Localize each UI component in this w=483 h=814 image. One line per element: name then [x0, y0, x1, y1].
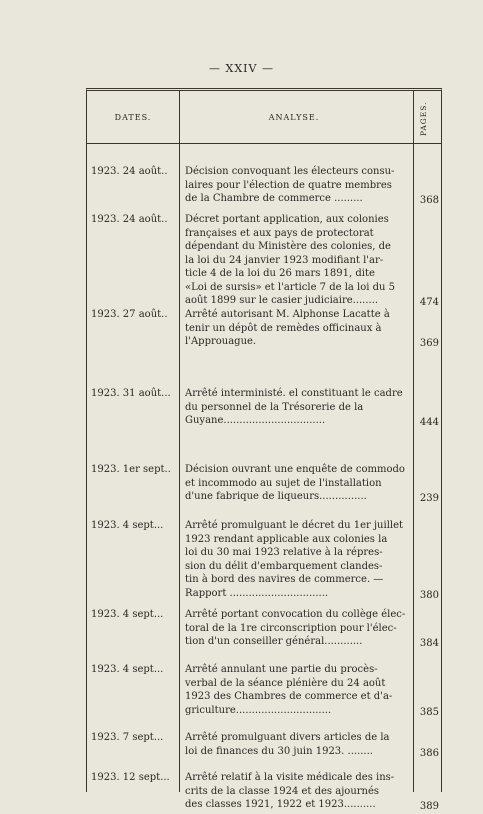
entry-analyse-line: dépendant du Ministère des colonies, de [185, 241, 391, 252]
entry-page-number: 386 [419, 747, 439, 759]
entry-date: 1923. 24 août.. [91, 214, 168, 225]
header-dates: DATES. [114, 113, 152, 122]
entry-analyse [185, 213, 411, 308]
entry-analyse-line: Arrêté promulguant divers articles de la [185, 732, 390, 743]
entry-analyse-line: verbal de la séance plénière du 24 août [185, 677, 386, 689]
entry-analyse-line: ticle 4 de la loi du 26 mars 1891, dite [185, 268, 375, 279]
entry-page-number: 239 [419, 493, 439, 504]
entry-analyse [185, 387, 411, 428]
entry-analyse [185, 771, 411, 812]
entry-analyse-line: Décision ouvrant une enquête de commodo [185, 464, 405, 475]
entry-analyse-line: griculture.............................. [185, 704, 332, 716]
entry-analyse-line: Arrêté annulant une partie du procès- [185, 664, 378, 675]
entry-analyse [185, 165, 411, 206]
entry-page-number: 380 [419, 589, 439, 601]
entry-analyse-line: Rapport ............................... [185, 587, 329, 599]
entry-analyse-line: Arrêté interministé. el constituant le cadre [185, 388, 403, 399]
entry-page-number: 384 [419, 638, 439, 649]
entry-analyse-line: du personnel de la Trésorerie de la [185, 401, 364, 413]
entry-analyse-line: toral de la 1re circonscription pour l'élec- [185, 622, 397, 634]
entry-analyse-line: françaises et aux pays de protectorat [185, 227, 374, 239]
entry-analyse-line: sion du délit d'embarquement clandes- [185, 560, 383, 572]
entry-analyse-line: Arrêté relatif à la visite médicale des ins- [185, 772, 395, 783]
entry-analyse-line: Guyane................................ [185, 415, 326, 426]
entry-analyse-line: 1923 des Chambres de commerce et d'a- [185, 691, 393, 702]
entry-analyse-line: de la Chambre de commerce ......... [185, 193, 363, 204]
index-table [86, 88, 442, 812]
entry-analyse-line: laires pour l'élection de quatre membres [185, 179, 392, 191]
entry-date: 1923. 4 sept... [91, 520, 164, 531]
entry-page-number: 474 [419, 297, 439, 308]
entry-analyse-line: la loi du 24 janvier 1923 modifiant l'ar- [185, 254, 384, 266]
entry-analyse [185, 519, 411, 600]
entry-page-number: 369 [419, 338, 439, 349]
entry-analyse-line: août 1899 sur le casier judiciaire........ [185, 295, 379, 306]
entry-analyse-line: loi de finances du 30 juin 1923. ........ [185, 745, 373, 757]
entry-page-number: 385 [419, 706, 439, 718]
entry-analyse-line: loi du 30 mai 1923 relative à la répres- [185, 547, 383, 558]
entry-date: 1923. 24 août.. [91, 166, 168, 177]
entry-date: 1923. 1er sept.. [91, 464, 171, 475]
entry-page-number: 389 [419, 801, 439, 812]
entry-date: 1923. 4 sept... [91, 664, 164, 675]
entry-analyse-line: «Loi de sursis» et l'article 7 de la loi du 5 [185, 281, 396, 293]
entry-analyse-line: tion d'un conseiller général............ [185, 636, 363, 647]
entry-analyse-line: l'Approuague. [185, 336, 257, 347]
entry-analyse-line: 1923 rendant applicable aux colonies la [185, 533, 388, 545]
entry-analyse-line: Arrêté promulguant le décret du 1er juillet [185, 520, 404, 531]
header-pages: PAGES. [419, 101, 428, 137]
entry-analyse-line: crits de la classe 1924 et des ajournés [185, 785, 380, 797]
entry-analyse-line: Arrêté autorisant M. Alphonse Lacatte à [185, 309, 390, 320]
entry-date: 1923. 27 août.. [91, 309, 168, 320]
entry-date: 1923. 7 sept... [91, 732, 164, 743]
entry-analyse [185, 608, 411, 649]
entry-analyse-line: des classes 1921, 1922 et 1923.......... [185, 799, 376, 810]
entry-page-number: 444 [419, 417, 439, 428]
entry-date: 1923. 12 sept... [91, 772, 170, 783]
entry-analyse-line: et incommodo au sujet de l'installation [185, 477, 382, 489]
entry-date: 1923. 31 août... [91, 388, 171, 399]
entry-analyse-line: Décret portant application, aux colonies [185, 214, 389, 225]
entry-analyse-line: Arrêté portant convocation du collège élec- [185, 609, 406, 620]
entry-analyse [185, 731, 411, 758]
entry-page-number: 368 [419, 195, 439, 206]
entry-analyse-line: d'une fabrique de liqueurs............... [185, 491, 367, 502]
table-header [87, 91, 441, 144]
entry-analyse-line: tin à bord des navires de commerce. — [185, 574, 384, 585]
entry-date: 1923. 4 sept... [91, 609, 164, 620]
header-analyse: ANALYSE. [268, 113, 320, 122]
entry-analyse [185, 463, 411, 504]
entry-analyse [185, 663, 411, 717]
entry-analyse-line: tenir un dépôt de remèdes officinaux à [185, 322, 382, 334]
entry-analyse [185, 308, 411, 349]
column-divider-dates [179, 91, 180, 792]
page-folio: — XXIV — [209, 62, 274, 75]
entry-analyse-line: Décision convoquant les électeurs consu- [185, 166, 395, 177]
